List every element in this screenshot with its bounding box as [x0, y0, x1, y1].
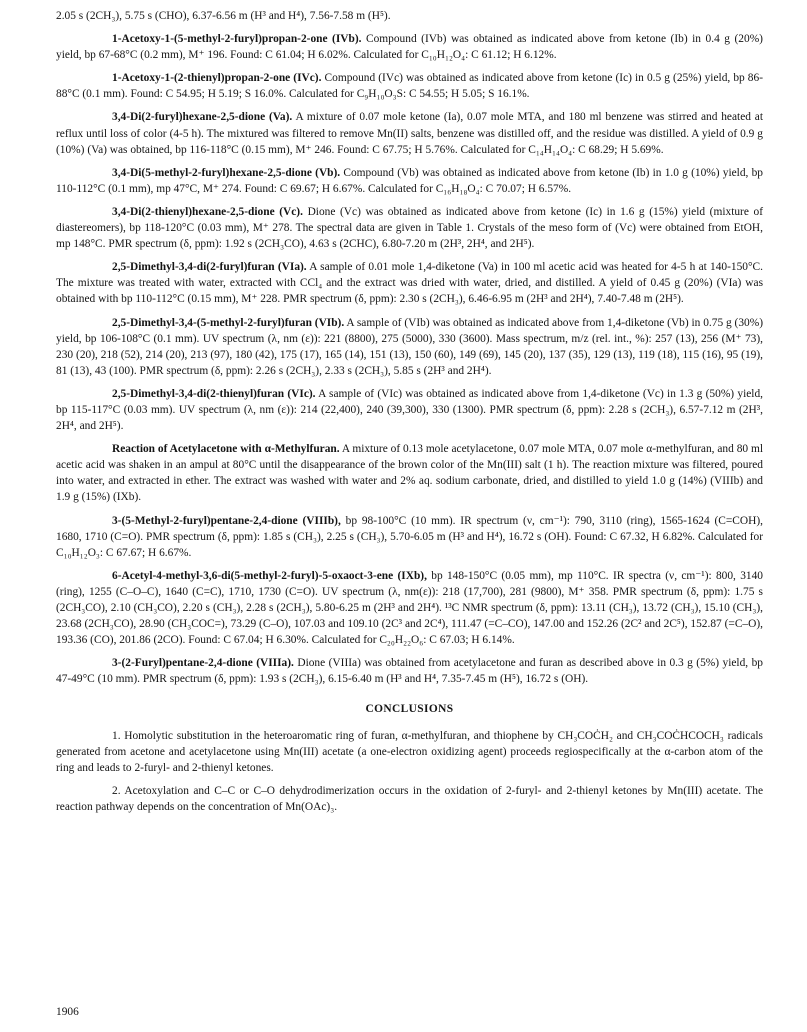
paragraph-text: Dione (VIIIa) was obtained from acetylacetone and furan as described above in 0.3 g (5%) yield, bp 47-49°C (10 mm). PMR spectrum (δ, ppm): 1.93 s (2CH₃), 6.15-6.40 m (H³ and H⁴, 7.35-7.45 m (H⁵), 16.72 s (OH).: [56, 657, 763, 686]
paragraph-text: Compound (Vb) was obtained as indicated above from ketone (Ib) in 1.0 g (10%) yield, bp 110-112°C (0.1 mm), mp 47°C, M⁺ 274. Found: C 69.67; H 6.67%. Calculated for C₁₆H₁₈O₄: C 70.07; H 6.57%.: [56, 166, 763, 195]
compound-paragraph-vb: [56, 165, 763, 197]
conclusion-item: 2. Acetoxylation and C–C or C–O dehydrodimerization occurs in the oxidation of 2-furyl- and 2-thienyl ketones by Mn(III) acetate. The reaction pathway depends on the concentration of Mn(OAc)₃.: [56, 784, 763, 813]
compound-paragraph-viiia: [56, 655, 763, 687]
reaction-paragraph: [56, 441, 763, 505]
compound-paragraph-ivb: [56, 31, 763, 63]
paragraph-text: Compound (IVb) was obtained as indicated above from ketone (Ib) in 0.4 g (20%) yield, bp 67-68°C (0.2 mm), M⁺ 196. Found: C 61.04; H 6.02%. Calculated for C₁₀H₁₂O₄: C 61.12; H 6.12%.: [56, 33, 763, 62]
compound-paragraph-vc: [56, 204, 763, 252]
conclusions-heading: CONCLUSIONS: [365, 703, 454, 716]
paragraph-text: A sample of (VIb) was obtained as indicated above from 1,4-diketone (Vb) in 0.75 g (30%) yield, bp 106-108°C (0.1 mm). UV spectrum (λ, nm (ε)): 221 (8800), 275 (5000), 330 (3600). Mass spectrum, m/z (rel. int., %): 257 (13), 256 (M⁺ 73), 230 (20), 218 (52), 214 (20), 213 (97), 180 (42), 175 (17), 165 (14), 151 (13), 150 (60), 149 (69), 145 (20), 137 (35), 129 (13), 119 (18), 115 (16), 95 (19), 81 (13), 43 (100). PMR spectrum (δ, ppm): 2.26 s (2CH₃), 2.33 s (2CH₃), 5.85 s (2H³ and 2H⁴).: [56, 316, 764, 377]
compound-heading: 2,5-Dimethyl-3,4-di(2-thienyl)furan (VIc).: [112, 387, 316, 400]
paragraph-text: A mixture of 0.13 mole acetylacetone, 0.07 mole MTA, 0.07 mole α-methylfuran, and 80 ml acetic acid was shaken in an ampul at 80°C until the disappearance of the brown color of the Mn(III) salt (1 h). The reaction mixture was filtered, poured into water, and extracted in ether. The extract was washed with water and 2% aq. sodium carbonate, dried, and distilled to yield 1.0 g (14%) (VIIIb) and 1.9 g (15%) (IXb).: [56, 443, 763, 504]
compound-paragraph-ivc: [56, 70, 763, 102]
paragraph-text: Compound (IVc) was obtained as indicated above from ketone (Ic) in 0.5 g (25%) yield, bp 86-88°C (0.1 mm). Found: C 54.95; H 5.19; S 16.0%. Calculated for C₉H₁₀O₃S: C 54.55; H 5.05; S 16.1%.: [56, 72, 763, 101]
compound-paragraph-va: [56, 109, 763, 157]
compound-heading: 2,5-Dimethyl-3,4-(5-methyl-2-furyl)furan (VIb).: [112, 316, 345, 329]
paragraph-text: A mixture of 0.07 mole ketone (Ia), 0.07 mole MTA, and 180 ml benzene was stirred and heated at reflux until loss of color (4-5 h). The mixtured was filtered to remove Mn(II) salts, benzene was distilled off, and the residue was distilled. A yield of 0.9 g (10%) (Va) was obtained, bp 116-118°C (0.15 mm), M⁺ 246. Found: C 67.75; H 5.76%. Calculated for C₁₄H₁₄O₄: C 68.29; H 5.69%.: [56, 111, 763, 156]
compound-paragraph-via: [56, 259, 763, 307]
compound-paragraph-viiib: [56, 513, 763, 561]
conclusion-item: 1. Homolytic substitution in the heteroaromatic ring of furan, α-methylfuran, and thiophene by CH₃COĊH₂ and CH₃COĊHCOCH₃ radicals generated from acetone and acetylacetone using Mn(III) acetate (a one-electron oxidizing agent) proceeds regiospecifically at the α-carbon atom of the ring and leads to 2-furyl- and 2-thienyl ketones.: [56, 729, 763, 774]
paragraph-text: Dione (Vc) was obtained as indicated above from ketone (Ic) in 1.6 g (15%) yield (mixture of diastereomers), bp 118-120°C (0.03 mm), M⁺ 278. The spectral data are given in Table 1. Crystals of the meso form of (Vc) were obtained from EtOH, mp 148°C. PMR spectrum (δ, ppm): 1.92 s (2CH₃CO), 4.63 s (2CHC), 6.80-7.20 m (2H³, 2H⁴, and 2H⁵).: [56, 205, 763, 251]
compound-paragraph-vib: [56, 315, 763, 379]
paragraph-text: A sample of (VIc) was obtained as indicated above from 1,4-diketone (Vc) in 1.3 g (50%) yield, bp 115-117°C (0.03 mm). UV spectrum (λ, nm (ε)): 214 (22,400), 240 (39,300), 330 (1300). PMR spectrum (δ, ppm): 2.28 s (2CH₃), 6.57-7.12 m (2H³, 2H⁴, and 2H⁵).: [56, 387, 763, 433]
compound-paragraph-vic: [56, 386, 763, 434]
reaction-heading: Reaction of Acetylacetone with α-Methylfuran.: [112, 443, 340, 456]
page-number: 1906: [56, 1006, 79, 1018]
paragraph-text: A sample of 0.01 mole 1,4-diketone (Va) in 100 ml acetic acid was heated for 4-5 h at 140-150°C. The mixture was treated with water, extracted with CCl₄ and the extract was dried with water, dried, and distilled. A yield of 0.45 g (20%) (VIa) was obtained with bp 110-112°C (0.15 mm), M⁺ 228. PMR spectrum (δ, ppm): 2.30 s (2CH₃), 6.46-6.95 m (2H³ and 2H⁴), 7.40-7.48 m (2H⁵).: [56, 261, 764, 306]
compound-heading: 3,4-Di(5-methyl-2-furyl)hexane-2,5-dione (Vb).: [112, 166, 341, 179]
compound-heading: 6-Acetyl-4-methyl-3,6-di(5-methyl-2-furyl)-5-oxaoct-3-ene (IXb),: [112, 569, 427, 582]
compound-heading: 3,4-Di(2-furyl)hexane-2,5-dione (Va).: [112, 111, 293, 124]
compound-heading: 1-Acetoxy-1-(5-methyl-2-furyl)propan-2-one (IVb).: [112, 33, 362, 46]
paragraph-text: bp 98-100°C (10 mm). IR spectrum (ν, cm⁻¹): 790, 3110 (ring), 1565-1624 (C=COH), 1680, 1710 (C=O). PMR spectrum (δ, ppm): 1.85 s (CH₃), 2.25 s (CH₃), 5.70-6.05 m (H³ and H⁴), 16.72 s (OH). Found: C 67.32, H 6.82%. Calculated for C₁₀H₁₂O₃: C 67.67; H 6.67%.: [56, 514, 763, 559]
paragraph-continuation: [56, 8, 763, 24]
compound-heading: 3-(2-Furyl)pentane-2,4-dione (VIIIa).: [112, 657, 294, 670]
compound-heading: 3,4-Di(2-thienyl)hexane-2,5-dione (Vc).: [112, 205, 303, 218]
paragraph-text: 2.05 s (2CH₃), 5.75 s (CHO), 6.37-6.56 m (H³ and H⁴), 7.56-7.58 m (H⁵).: [56, 10, 391, 22]
paragraph-text: bp 148-150°C (0.05 mm), mp 110°C. IR spectra (ν, cm⁻¹): 800, 3140 (ring), 1255 (C–O–C), 1640 (C=C), 1710, 1730 (C=O). UV spectrum (λ, nm(ε)): 218 (17,700), 281 (9800), M⁺ 358. PMR spectrum (δ, ppm): 1.75 s (2CH₃CO), 2.10 (CH₃CO), 2.20 s (CH₃), 2.28 s (2CH₃), 5.80-6.25 m (2H³ and 2H⁴). ¹³C NMR spectrum (δ, ppm): 13.11 (CH₃), 13.72 (CH₃), 15.10 (CH₃), 23.68 (2CH₃CO), 28.90 (CH₃COC=), 73.29 (C–O), 107.03 and 109.10 (2C³ and 2C⁴), 111.47 (=C–CO), 147.00 and 152.26 (2C² and 2C⁵), 152.87 (=C–O), 193.36 (CO), 201.86 (2CO). Found: C 67.04; H 6.30%. Calculated for C₂₀H₂₂O₆: C 67.03; H 6.14%.: [56, 569, 763, 647]
compound-heading: 3-(5-Methyl-2-furyl)pentane-2,4-dione (VIIIb),: [112, 514, 341, 527]
compound-heading: 1-Acetoxy-1-(2-thienyl)propan-2-one (IVc).: [112, 72, 322, 85]
compound-paragraph-ixb: [56, 568, 763, 648]
compound-heading: 2,5-Dimethyl-3,4-di(2-furyl)furan (VIa).: [112, 261, 307, 274]
